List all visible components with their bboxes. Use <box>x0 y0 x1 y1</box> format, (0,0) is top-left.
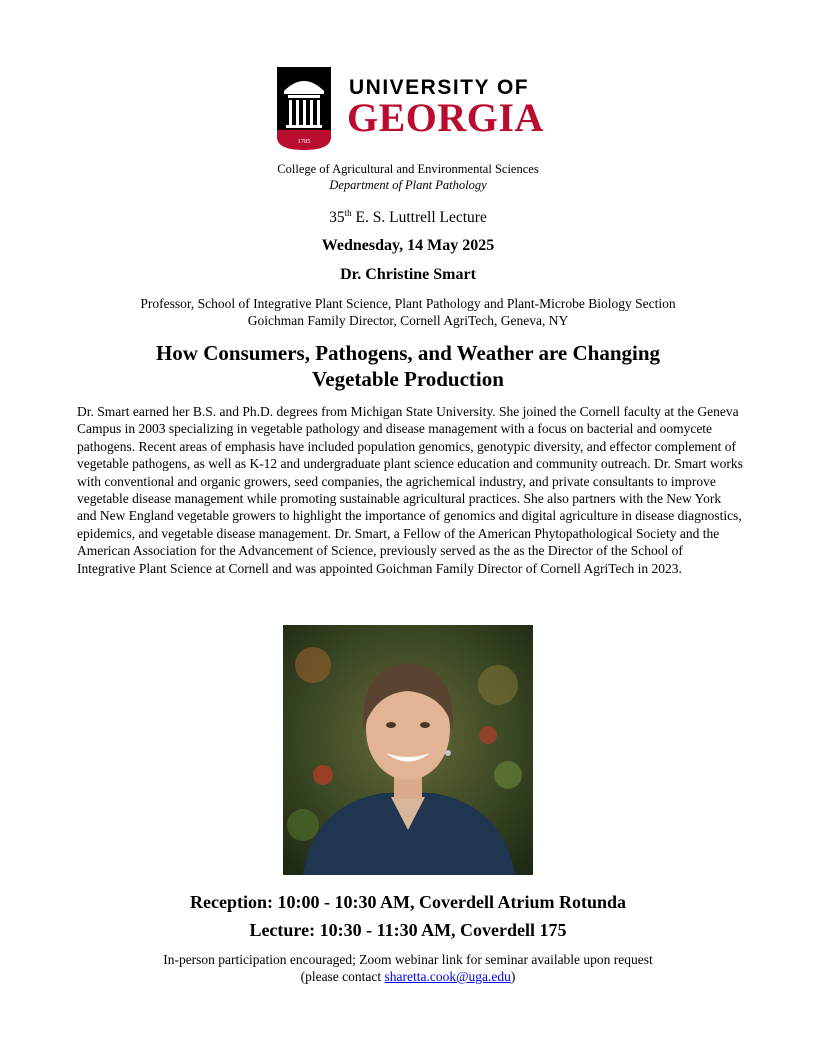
reception-time: Reception: 10:00 - 10:30 AM, Coverdell Atrium Rotunda <box>190 892 626 912</box>
arch-seal-icon <box>277 67 331 150</box>
lecture-time: Lecture: 10:30 - 11:30 AM, Coverdell 175 <box>249 920 567 940</box>
speaker-bio: Dr. Smart earned her B.S. and Ph.D. degrees from Michigan State University. She joined the Cornell faculty at the Geneva Campus in 2003 specializing in vegetable pathology and disease management with a focus on bacterial and oomycete pathogens. Recent areas of emphasis have included population genomics, genotypic diversity, and effector complement of vegetable pathogens, as well as K-12 and undergraduate plant science education and community outreach. Dr. Smart works with conventional and organic growers, seed companies, the agrichemical industry, and private consultants to improve vegetable disease management while promoting sustainable agricultural practices. She also partners with the New York and New England vegetable growers to highlight the importance of genomics and digital agriculture in disease diagnostics, epidemics, and vegetable disease management. Dr. Smart, a Fellow of the American Phytopathological Society and the American Association for the Advancement of Science, previously served as the as the Director of the School of Integrative Plant Science at Cornell and was appointed Goichman Family Director of Cornell AgriTech in 2023. <box>77 404 743 576</box>
talk-title-line-1: How Consumers, Pathogens, and Weather are Changing <box>155 341 661 365</box>
uga-logo <box>277 67 547 151</box>
college-name: College of Agricultural and Environmental Sciences <box>277 162 539 176</box>
lecture-ordinal: th <box>344 208 352 218</box>
lecture-heading <box>0 208 816 227</box>
speaker-photo <box>283 625 533 875</box>
speaker-name: Dr. Christine Smart <box>340 266 476 283</box>
contact-email-link[interactable]: sharetta.cook@uga.edu <box>384 969 511 984</box>
speaker-affiliation-1: Professor, School of Integrative Plant Science, Plant Pathology and Plant-Microbe Biology Section <box>140 296 676 311</box>
logo-university-of: UNIVERSITY OF <box>349 76 530 99</box>
lecture-name: E. S. Luttrell Lecture <box>351 209 487 227</box>
lecture-number: 35 <box>329 209 345 227</box>
department-name: Department of Plant Pathology <box>329 178 487 192</box>
participation-note: In-person participation encouraged; Zoom webinar link for seminar available upon request <box>163 952 653 967</box>
event-date: Wednesday, 14 May 2025 <box>321 237 495 254</box>
contact-prefix: (please contact <box>300 969 385 984</box>
speaker-affiliation-2: Goichman Family Director, Cornell AgriTech, Geneva, NY <box>247 313 569 328</box>
contact-suffix: ) <box>510 969 516 984</box>
talk-title-line-2: Vegetable Production <box>312 367 504 391</box>
logo-georgia: GEORGIA <box>347 95 544 140</box>
contact-line <box>0 969 816 985</box>
seal-year: 1785 <box>297 138 311 145</box>
